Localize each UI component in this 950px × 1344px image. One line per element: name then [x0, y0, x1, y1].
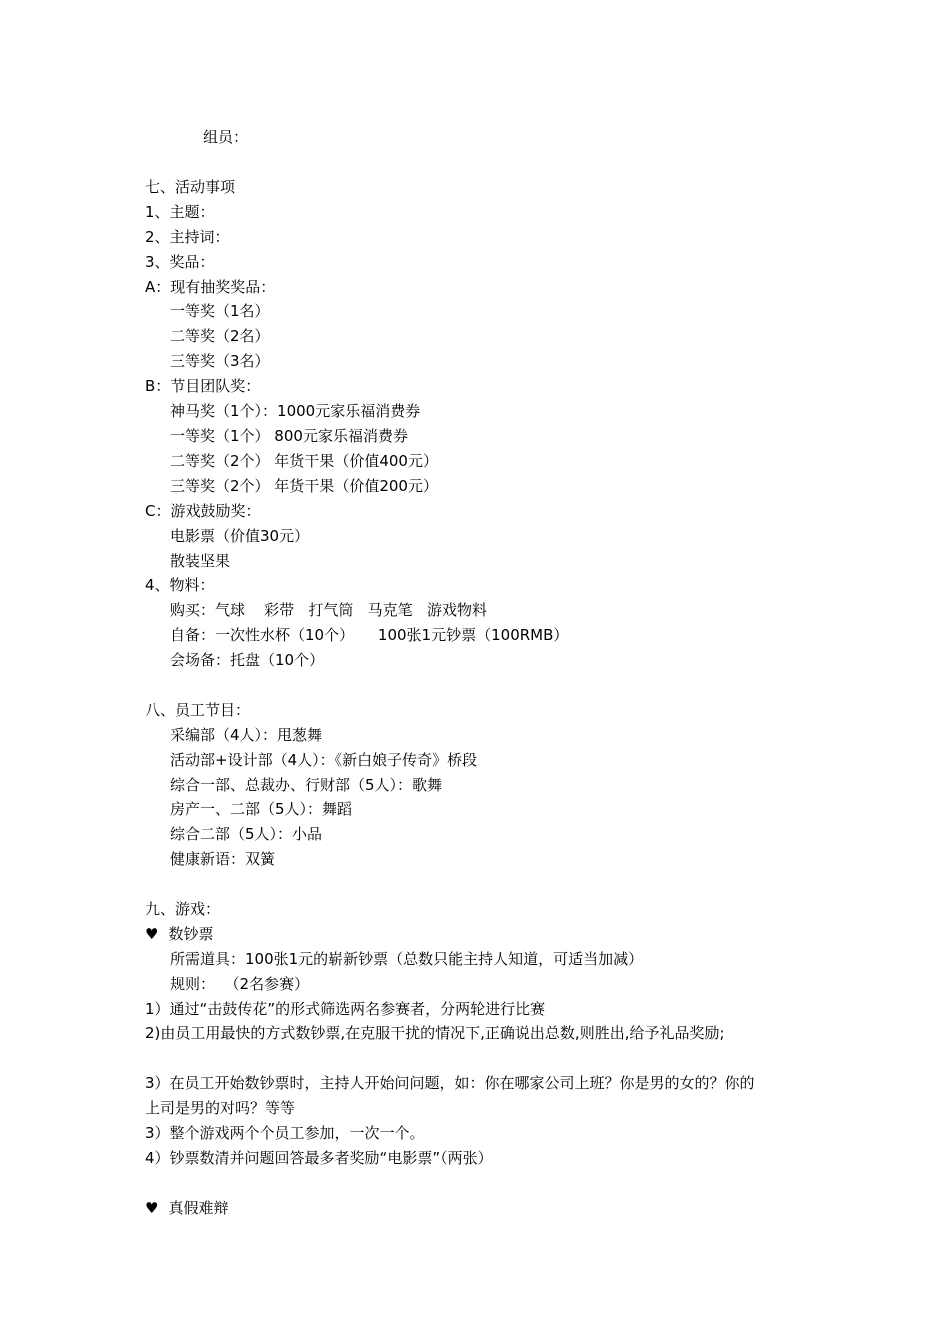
- section-7-title: 七、活动事项: [145, 178, 236, 196]
- game-1-rule: 1）通过“击鼓传花”的形式筛选两名参赛者，分两轮进行比赛: [145, 1000, 546, 1018]
- prize-b-title: B：节目团队奖：: [145, 377, 261, 395]
- game-1-title: 数钞票: [168, 925, 214, 943]
- game-1-rule: 4）钞票数清并问题回答最多者奖励“电影票”（两张）: [145, 1149, 493, 1167]
- materials-item: 购买：气球 彩带 打气筒 马克笔 游戏物料: [170, 601, 487, 619]
- item-theme: 1、主题：: [145, 203, 215, 221]
- program-item: 房产一、二部（5人）：舞蹈: [170, 800, 353, 818]
- game-1-rule-continued: 上司是男的对吗？等等: [145, 1099, 296, 1117]
- prize-c-title: C：游戏鼓励奖：: [145, 502, 261, 520]
- materials-item: 会场备：托盘（10个）: [170, 651, 325, 669]
- heart-icon: ♥: [145, 1199, 159, 1217]
- section-8-title: 八、员工节目：: [145, 701, 251, 719]
- item-host-words: 2、主持词：: [145, 228, 230, 246]
- game-2-heading: [145, 1198, 228, 1218]
- game-1-rule: 3）在员工开始数钞票时，主持人开始问问题，如：你在哪家公司上班？你是男的女的？你的: [145, 1074, 755, 1092]
- prize-a-item: 一等奖（1名）: [170, 302, 270, 320]
- game-2-title: 真假难辩: [168, 1199, 229, 1217]
- heart-icon: ♥: [145, 925, 159, 943]
- program-item: 采编部（4人）：甩葱舞: [170, 726, 323, 744]
- prize-b-item: 二等奖（2个） 年货干果（价值400元）: [170, 452, 438, 470]
- prize-a-title: A：现有抽奖奖品：: [145, 278, 276, 296]
- program-item: 综合二部（5人）：小品: [170, 825, 323, 843]
- prize-b-item: 神马奖（1个）：1000元家乐福消费券: [170, 402, 421, 420]
- prize-b-item: 三等奖（2个） 年货干果（价值200元）: [170, 477, 438, 495]
- game-1-rules-label: 规则： （2名参赛）: [170, 975, 310, 993]
- prize-b-item: 一等奖（1个） 800元家乐福消费券: [170, 427, 408, 445]
- materials-item: 自备：一次性水杯（10个） 100张1元钞票（100RMB）: [170, 626, 569, 644]
- item-materials: 4、物料：: [145, 576, 215, 594]
- game-1-rule: 3）整个游戏两个个员工参加，一次一个。: [145, 1124, 425, 1142]
- prize-c-item: 电影票（价值30元）: [170, 527, 310, 545]
- game-1-rule: 2)由员工用最快的方式数钞票,在克服干扰的情况下,正确说出总数,则胜出,给予礼品奖励;: [145, 1024, 725, 1042]
- section-9-title: 九、游戏：: [145, 900, 221, 918]
- game-1-heading: [145, 924, 213, 944]
- item-prizes: 3、奖品：: [145, 253, 215, 271]
- program-item: 健康新语：双簧: [170, 850, 276, 868]
- program-item: 活动部+设计部（4人）：《新白娘子传奇》桥段: [170, 751, 478, 769]
- prize-c-item: 散装坚果: [170, 552, 231, 570]
- prize-a-item: 三等奖（3名）: [170, 352, 270, 370]
- members-label: 组员：: [203, 128, 249, 146]
- game-1-props: 所需道具：100张1元的崭新钞票（总数只能主持人知道，可适当加减）: [170, 950, 644, 968]
- program-item: 综合一部、总裁办、行财部（5人）：歌舞: [170, 776, 443, 794]
- prize-a-item: 二等奖（2名）: [170, 327, 270, 345]
